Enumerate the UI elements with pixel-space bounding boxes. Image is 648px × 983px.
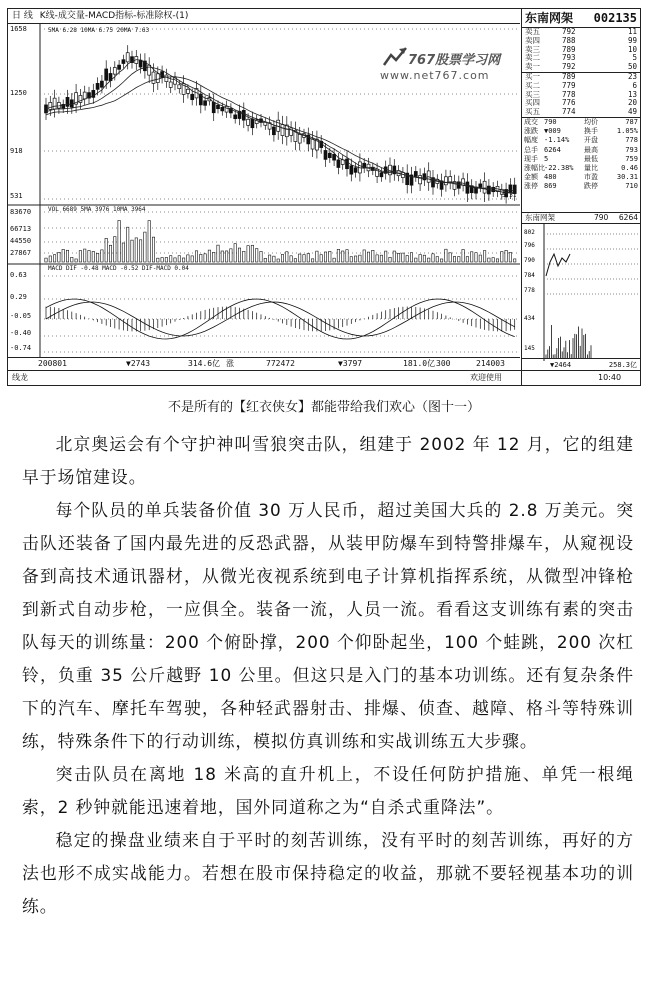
volume-bar	[191, 256, 193, 262]
candle-body	[281, 124, 284, 135]
candle-body	[152, 72, 155, 83]
price-tick: 1250	[10, 89, 27, 97]
period-label[interactable]: 日 线	[12, 11, 33, 21]
volume-bar	[118, 220, 120, 262]
volume-bar	[436, 257, 438, 262]
stat-row	[522, 136, 641, 145]
stat-k1: 涨幅比	[524, 163, 545, 172]
candle-body	[414, 171, 417, 176]
candle-body	[186, 89, 189, 93]
status-bar	[8, 370, 640, 385]
paragraph: 稳定的操盘业绩来自于平时的刻苦训练，没有平时的刻苦训练，再好的方法也形不成实战能力。若想在股市保持稳定的收益，那就不要轻视基本功的训练。	[22, 830, 634, 916]
volume-bar	[350, 257, 352, 262]
stat-k1: 涨跌	[524, 127, 538, 136]
volume-bar	[256, 249, 258, 262]
volume-bar	[415, 258, 417, 262]
volume-bar	[165, 258, 167, 262]
volume-bar	[200, 254, 202, 262]
volume-bar	[213, 252, 215, 262]
candle-body	[49, 102, 52, 109]
stat-k2: 最低	[584, 154, 598, 163]
footer-v8: 214003	[476, 359, 505, 368]
volume-bar	[397, 253, 399, 262]
paragraph: 每个队员的单兵装备价值 30 万人民币，超过美国大兵的 2.8 万美元。突击队还装备了国内最先进的反恐武器，从装甲防爆车到特警排爆车，从窥视设备到高技术通讯器材，从微光夜视系统到电子计算机指挥系统，从微型冲锋枪到新式自动步枪，一应俱全。装备一流，人员一流。看看这支训练有素的突击队每天的训练量：200 个俯卧撑，200 个仰卧起坐，100 个蛙跳，200 次杠铃，负重 35 公斤越野 10 公里。但这只是入门的基本功训练。还有复杂条件下的汽车、摩托车驾驶，各种轻武器射击、排爆、侦查、越障、格斗等特殊训练，特殊条件下的行动训练，模拟仿真训练和实战训练五大步骤。	[22, 500, 634, 751]
bid-row-price: 774	[562, 107, 576, 117]
candle-body	[298, 134, 301, 143]
candle-body	[247, 119, 250, 125]
volume-bar	[449, 253, 451, 262]
ask-row-label: 卖三	[525, 44, 540, 54]
mini-footer-left: ▼2464	[550, 361, 572, 369]
candle-body	[221, 107, 224, 111]
candle-body	[311, 139, 314, 149]
volume-bar	[354, 256, 356, 262]
stat-k2: 市盈	[584, 173, 598, 182]
volume-bar	[505, 250, 507, 262]
volume-bar	[303, 255, 305, 262]
candle-body	[251, 119, 254, 128]
volume-bar	[277, 259, 279, 262]
candle-body	[122, 60, 125, 64]
volume-bar	[462, 250, 464, 262]
volume-bar	[372, 250, 374, 262]
volume-bar	[479, 255, 481, 262]
bid-row	[522, 108, 641, 117]
volume-bar	[316, 251, 318, 262]
volume-legend: VOL 6689 5MA 3976 10MA 3964	[48, 206, 146, 213]
volume-bar	[170, 256, 172, 262]
stat-row	[522, 182, 641, 191]
volume-bar	[135, 238, 137, 262]
stat-v2: 30.31	[616, 173, 638, 182]
bid-row-label: 买四	[525, 98, 540, 108]
price-tick: 531	[10, 192, 23, 200]
volume-bar	[127, 227, 129, 262]
candle-body	[139, 60, 142, 67]
ma-legend: 5MA 6.28 10MA 6.75 20MA 7.63	[48, 27, 150, 34]
stock-chart-screenshot	[7, 8, 641, 386]
stat-k1: 幅度	[524, 136, 538, 145]
volume-bar	[376, 255, 378, 262]
stat-k2: 换手	[584, 127, 598, 136]
status-left[interactable]: 线龙	[12, 373, 28, 382]
volume-bar	[79, 251, 81, 262]
candle-body	[66, 97, 69, 106]
ask-row-label: 卖四	[525, 35, 540, 45]
stat-k1: 成交	[524, 117, 538, 126]
figure-caption: 不是所有的【红衣侠女】都能带给我们欢心（图十一）	[167, 400, 480, 415]
candle-body	[285, 125, 288, 137]
candle-body	[380, 173, 383, 177]
volume-bar	[385, 251, 387, 262]
bid-row-label: 买一	[525, 71, 540, 81]
stat-v1: 790	[544, 117, 557, 126]
footer-v3: 涨	[226, 359, 234, 368]
candle-body	[100, 81, 103, 87]
quote-header	[522, 9, 641, 28]
macd-tick: 0.63	[10, 271, 27, 279]
candle-body	[483, 181, 486, 193]
volume-bar	[49, 256, 51, 262]
candle-body	[419, 176, 422, 184]
volume-bar	[251, 245, 253, 262]
macd-legend: MACD DIF -0.48 MACD -0.52 DIF-MACD 0.04	[48, 265, 189, 272]
volume-bar	[238, 248, 240, 262]
stat-row	[522, 146, 641, 155]
volume-bar	[307, 254, 309, 262]
stat-v1: -1.14%	[544, 136, 570, 145]
ask-row-vol: 11	[627, 27, 637, 36]
bid-row-vol: 20	[627, 98, 637, 108]
volume-bar	[71, 257, 73, 262]
volume-bar	[225, 251, 227, 262]
stat-v2: 710	[625, 182, 638, 191]
volume-bar	[161, 258, 163, 262]
volume-tick: 44550	[10, 237, 32, 245]
volume-bar	[380, 255, 382, 262]
stat-v1: ▼009	[544, 127, 561, 136]
macd-tick: -0.40	[10, 329, 32, 337]
stat-k1: 总手	[524, 145, 538, 154]
candle-body	[333, 154, 336, 160]
macd-tick: 0.29	[10, 293, 27, 301]
volume-bar	[329, 251, 331, 262]
volume-bar	[337, 249, 339, 262]
stat-k1: 现手	[524, 154, 538, 163]
candle-body	[234, 115, 237, 119]
volume-bar	[96, 253, 98, 262]
candle-body	[113, 68, 116, 75]
candle-body	[178, 85, 181, 89]
candle-body	[354, 168, 357, 173]
candle-body	[96, 83, 99, 89]
volume-bar	[311, 259, 313, 262]
bid-row-label: 买二	[525, 80, 540, 90]
bid-row-label: 买五	[525, 107, 540, 117]
stat-k1: 金额	[524, 173, 538, 182]
price-tick: 1658	[10, 25, 27, 33]
volume-bar	[488, 258, 490, 262]
stat-v1: 480	[544, 173, 557, 182]
volume-tick: 83670	[10, 208, 32, 216]
bid-row-price: 778	[562, 89, 576, 99]
stat-v2: 778	[625, 136, 638, 145]
stat-v1: -22.38%	[544, 163, 574, 172]
volume-bar	[294, 259, 296, 262]
mini-axis-tick: 790	[524, 257, 535, 264]
low-price-label: 5.31	[502, 192, 517, 199]
volume-bar	[182, 258, 184, 262]
mini-stock-name: 东南网架	[525, 213, 555, 222]
volume-bar	[58, 252, 60, 262]
candle-body	[462, 179, 465, 185]
ask-row	[522, 63, 641, 72]
footer-v4: 772472	[266, 359, 295, 368]
ask-row-vol: 5	[632, 53, 637, 63]
volume-bar	[359, 255, 361, 262]
candle-body	[156, 74, 159, 83]
mini-axis-tick: 145	[524, 345, 535, 352]
stat-v2: 1.05%	[616, 127, 638, 136]
mini-axis-tick: 434	[524, 315, 535, 322]
stat-v1: 5	[544, 154, 549, 163]
volume-bar	[483, 251, 485, 262]
volume-bar	[139, 240, 141, 262]
bid-row-vol: 6	[632, 80, 637, 90]
volume-bar	[363, 250, 365, 262]
ask-row-price: 792	[562, 62, 576, 72]
article-body	[22, 428, 634, 923]
ask-row-label: 卖一	[525, 62, 540, 72]
volume-bar	[496, 259, 498, 262]
volume-bar	[501, 252, 503, 262]
macd-tick: -0.74	[10, 344, 32, 352]
candle-body	[324, 150, 327, 159]
quote-panel	[521, 9, 641, 385]
volume-bar	[178, 256, 180, 262]
volume-bar	[109, 245, 111, 262]
volume-bar	[466, 257, 468, 262]
stat-k2: 最高	[584, 145, 598, 154]
footer-v7: 300	[436, 359, 451, 368]
stat-k1: 涨停	[524, 182, 538, 191]
volume-bar	[514, 259, 516, 262]
paragraph: 北京奥运会有个守护神叫雪狼突击队，组建于 2002 年 12 月，它的组建早于场馆建设。	[22, 434, 634, 487]
volume-bar	[204, 254, 206, 262]
candle-body	[328, 153, 331, 158]
volume-bar	[264, 258, 266, 262]
chart-toolbar	[8, 9, 520, 24]
mini-axis-tick: 778	[524, 287, 535, 294]
moving-average-line	[46, 67, 515, 193]
volume-bar	[440, 259, 442, 262]
volume-bar	[281, 254, 283, 262]
volume-bar	[410, 253, 412, 262]
volume-bar	[290, 256, 292, 262]
chart-footer	[8, 357, 520, 370]
candle-body	[204, 101, 207, 106]
mini-footer-right: 258.3亿	[608, 361, 637, 369]
volume-bar	[423, 255, 425, 262]
volume-bar	[92, 251, 94, 262]
bid-list	[522, 73, 641, 117]
candle-body	[169, 82, 172, 87]
intraday-sparkline	[522, 224, 641, 362]
volume-bar	[268, 255, 270, 262]
candle-body	[118, 65, 121, 69]
volume-bar	[62, 249, 64, 262]
stock-name: 东南网架	[525, 11, 574, 25]
watermark	[380, 43, 520, 83]
volume-bar	[230, 249, 232, 262]
volume-bar	[453, 257, 455, 262]
volume-bar	[234, 244, 236, 262]
stat-k2: 量比	[584, 163, 598, 172]
stat-v2: 0.46	[621, 163, 638, 172]
candle-body	[217, 105, 220, 108]
candle-body	[165, 75, 168, 82]
volume-bar	[114, 237, 116, 262]
watermark-logo-icon	[382, 45, 408, 67]
ask-row-vol: 99	[627, 35, 637, 45]
candle-body	[105, 69, 108, 80]
volume-bar	[432, 254, 434, 262]
mini-price: 790	[594, 213, 609, 222]
stat-v1: 869	[544, 182, 557, 191]
mini-header	[522, 213, 641, 224]
stat-row	[522, 118, 641, 127]
price-tick: 918	[10, 147, 23, 155]
ask-row-vol: 50	[627, 62, 637, 72]
volume-bar	[221, 251, 223, 262]
mini-volume: 6264	[618, 213, 638, 222]
volume-bar	[342, 251, 344, 262]
volume-bar	[84, 249, 86, 262]
candle-body	[212, 102, 215, 113]
volume-bar	[492, 258, 494, 262]
ask-row-price: 792	[562, 27, 576, 36]
stat-row	[522, 173, 641, 182]
volume-bar	[402, 253, 404, 262]
stat-v2: 787	[625, 117, 638, 126]
volume-bar	[144, 232, 146, 262]
bid-row-label: 买三	[525, 89, 540, 99]
volume-bar	[471, 252, 473, 262]
stat-v2: 793	[625, 145, 638, 154]
stat-k2: 跌停	[584, 182, 598, 191]
candle-body	[350, 166, 353, 174]
volume-bar	[122, 243, 124, 262]
bid-row-vol: 49	[627, 107, 637, 117]
bid-row-price: 789	[562, 71, 576, 81]
status-welcome: 欢迎使用	[470, 373, 502, 382]
chart-title: K线-成交量-MACD指标-标准除权-(1)	[39, 11, 189, 21]
watermark-brand: 767股票学习网	[408, 53, 501, 68]
volume-bar	[195, 251, 197, 262]
volume-bar	[286, 252, 288, 262]
footer-v5: ▼3797	[338, 359, 363, 368]
stock-code: 002135	[593, 11, 637, 25]
footer-v1: ▼2743	[126, 359, 151, 368]
candle-body	[346, 159, 349, 169]
stat-v2: 759	[625, 154, 638, 163]
volume-bar	[475, 253, 477, 262]
volume-bar	[75, 259, 77, 262]
ask-row-price: 788	[562, 35, 576, 45]
ask-row-price: 793	[562, 53, 576, 63]
volume-bar	[324, 252, 326, 262]
footer-v2: 314.6亿	[188, 359, 221, 368]
footer-date: 200801	[38, 359, 67, 368]
volume-bar	[101, 250, 103, 262]
volume-bar	[66, 250, 68, 262]
volume-bar	[367, 252, 369, 262]
volume-bar	[406, 256, 408, 262]
stat-row	[522, 164, 641, 173]
volume-bar	[509, 252, 511, 262]
volume-bar	[260, 251, 262, 262]
candle-body	[57, 103, 60, 109]
volume-bar	[131, 240, 133, 262]
ask-row-label: 卖二	[525, 53, 540, 63]
mini-axis-tick: 796	[524, 242, 535, 249]
volume-bar	[243, 251, 245, 262]
stat-k2: 开盘	[584, 136, 598, 145]
volume-bar	[247, 246, 249, 262]
bid-row-vol: 13	[627, 89, 637, 99]
volume-bar	[299, 254, 301, 262]
volume-bar	[333, 258, 335, 262]
mini-price-line	[546, 254, 570, 276]
macd-tick: -0.05	[10, 312, 32, 320]
volume-bar	[45, 258, 47, 262]
volume-tick: 66713	[10, 225, 32, 233]
volume-bar	[152, 237, 154, 262]
volume-bar	[428, 258, 430, 262]
status-time: 10:40	[598, 373, 622, 382]
candle-body	[337, 160, 340, 168]
bid-row-price: 776	[562, 98, 576, 108]
volume-bar	[148, 221, 150, 262]
volume-bar	[320, 255, 322, 262]
candle-body	[191, 94, 194, 99]
ask-row-price: 789	[562, 44, 576, 54]
volume-bar	[458, 257, 460, 262]
candle-body	[53, 98, 56, 109]
volume-bar	[346, 250, 348, 262]
candle-body	[83, 92, 86, 99]
ask-row-label: 卖五	[525, 27, 540, 36]
volume-bar	[187, 255, 189, 262]
volume-bar	[273, 256, 275, 262]
bid-row-price: 779	[562, 80, 576, 90]
ask-list	[522, 28, 641, 72]
candle-body	[290, 128, 293, 135]
stats-list	[522, 118, 641, 192]
candle-body	[126, 53, 129, 62]
candle-body	[479, 184, 482, 187]
volume-bar	[157, 258, 159, 262]
ask-row-vol: 10	[627, 44, 637, 54]
volume-bar	[393, 251, 395, 262]
candle-body	[466, 182, 469, 193]
volume-bar	[174, 258, 176, 262]
volume-bar	[217, 245, 219, 262]
mini-axis-tick: 802	[524, 229, 535, 236]
volume-bar	[105, 238, 107, 262]
volume-tick: 27867	[10, 249, 32, 257]
watermark-url: www.net767.com	[380, 69, 490, 82]
volume-bar	[445, 249, 447, 262]
intraday-mini-chart	[522, 212, 641, 373]
volume-bar	[208, 250, 210, 262]
volume-bar	[88, 251, 90, 262]
stat-k2: 均价	[584, 117, 598, 126]
paragraph: 突击队员在离地 18 米高的直升机上，不设任何防护措施、单凭一根绳索，2 秒钟就能迅速着地，国外同道称之为“自杀式重降法”。	[22, 764, 634, 817]
footer-v6: 181.0亿	[403, 359, 436, 368]
volume-bar	[419, 255, 421, 262]
stat-v1: 6264	[544, 145, 561, 154]
mini-axis-tick: 784	[524, 272, 535, 279]
volume-bar	[389, 257, 391, 262]
candle-body	[444, 177, 447, 185]
stat-row	[522, 155, 641, 164]
volume-bar	[53, 255, 55, 262]
bid-row-vol: 23	[627, 71, 637, 81]
stat-row	[522, 127, 641, 136]
candle-body	[272, 127, 275, 135]
